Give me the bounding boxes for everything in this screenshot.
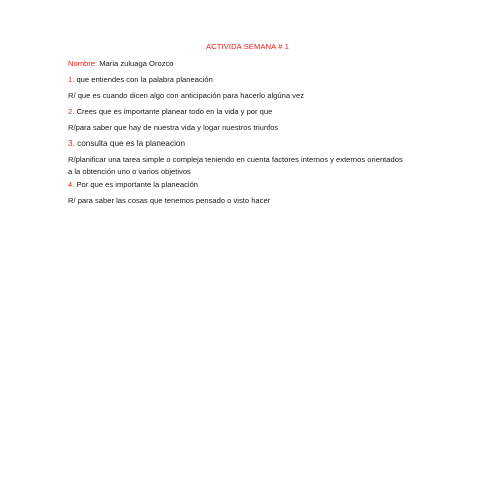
- question-1-number: 1.: [68, 75, 75, 84]
- question-2-number: 2.: [68, 107, 75, 116]
- question-3: [68, 138, 428, 150]
- name-line: [68, 58, 428, 70]
- question-1: [68, 74, 428, 86]
- document-title: ACTIVIDA SEMANA # 1: [206, 42, 289, 51]
- question-3-number: 3.: [68, 139, 75, 148]
- answer-3: R/planificar una tarea simple o compleja teniendo en cuenta factores internos y externos orientados a la obtención uno o varios objetivos: [68, 155, 403, 176]
- question-3-text: consulta que es la planeacion: [74, 139, 185, 148]
- answer-1: R/ que es cuando dicen algo con anticipación para hacerlo algúna vez: [68, 91, 304, 100]
- question-4: [68, 179, 428, 191]
- name-value: Maria zuluaga Orozco: [97, 59, 174, 68]
- question-2: [68, 106, 428, 118]
- question-4-text: Por que es importante la planeación: [74, 180, 199, 189]
- answer-4: R/ para saber las cosas que tenemos pensado o visto hacer: [68, 196, 271, 205]
- question-2-text: Crees que es importante planear todo en la vida y por que: [74, 107, 273, 116]
- name-label: Nombre:: [68, 59, 98, 68]
- question-1-text: que entiendes con la palabra planeación: [74, 75, 213, 84]
- answer-2: R/para saber que hay de nuestra vida y logar nuestros triunfos: [68, 123, 279, 132]
- question-4-number: 4.: [68, 180, 75, 189]
